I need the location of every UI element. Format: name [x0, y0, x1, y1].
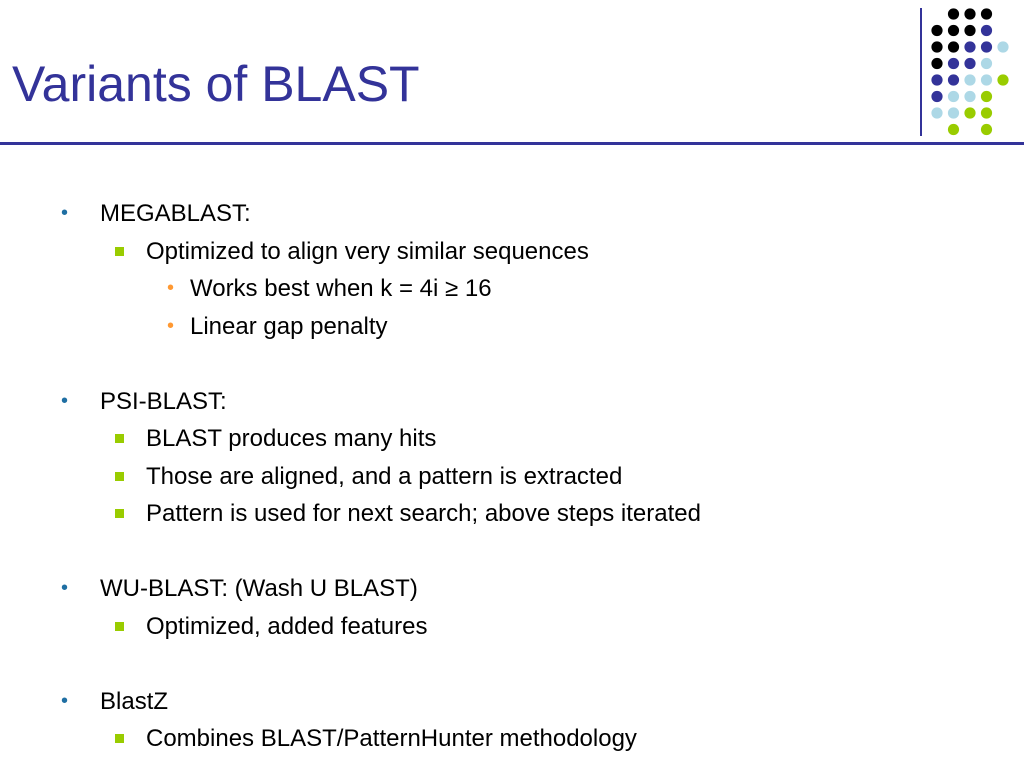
bullet-dot-icon: •	[167, 277, 175, 299]
sub-bullet	[0, 458, 1024, 496]
sub-bullet-label: Combines BLAST/PatternHunter methodology	[146, 725, 637, 752]
dot-grid-graphic	[0, 0, 1024, 150]
sub-bullet-label: Pattern is used for next search; above steps iterated	[146, 500, 701, 527]
decorative-dot	[997, 74, 1008, 85]
square-bullet-icon	[115, 434, 124, 443]
sub-sub-bullet	[0, 270, 1024, 308]
sub-bullet	[0, 495, 1024, 533]
bullet-dot-icon: •	[61, 202, 69, 224]
slide-title: Variants of BLAST	[12, 56, 420, 112]
decorative-dot	[981, 25, 992, 36]
square-bullet-icon	[115, 509, 124, 518]
bullet-psi-blast	[0, 383, 1024, 421]
bullet-label: BlastZ	[100, 687, 169, 715]
decorative-dot	[981, 74, 992, 85]
decorative-dot	[931, 74, 942, 85]
decorative-dot	[981, 41, 992, 52]
decorative-dot	[931, 91, 942, 102]
decorative-dot	[964, 107, 975, 118]
spacer	[0, 533, 1024, 571]
bullet-label: WU-BLAST: (Wash U BLAST)	[100, 575, 418, 602]
bullet-megablast	[0, 195, 1024, 233]
sub-sub-bullet-label: Works best when k = 4i ≥ 16	[190, 275, 492, 302]
sub-bullet-label: Those are aligned, and a pattern is extracted	[146, 462, 623, 490]
decorative-dot	[931, 25, 942, 36]
decorative-dot	[948, 74, 959, 85]
decorative-dot	[948, 58, 959, 69]
decorative-dot	[964, 8, 975, 19]
sub-bullet-label: Optimized to align very similar sequences	[146, 237, 589, 265]
bullet-dot-icon: •	[61, 389, 69, 412]
decorative-dot	[964, 25, 975, 36]
square-bullet-icon	[115, 247, 124, 256]
bullet-blastz	[0, 683, 1024, 721]
sub-bullet	[0, 420, 1024, 458]
decorative-dot	[948, 25, 959, 36]
sub-sub-bullet	[0, 308, 1024, 346]
decorative-dot	[931, 58, 942, 69]
spacer	[0, 645, 1024, 683]
decorative-dot	[981, 58, 992, 69]
decorative-dot	[981, 8, 992, 19]
square-bullet-icon	[115, 622, 124, 631]
square-bullet-icon	[115, 734, 124, 743]
sub-bullet-label: Optimized, added features	[146, 612, 428, 640]
decorative-dot	[964, 41, 975, 52]
decorative-dot	[931, 107, 942, 118]
decorative-dot	[948, 91, 959, 102]
decorative-dot	[931, 41, 942, 52]
sub-bullet-label: BLAST produces many hits	[146, 425, 437, 452]
decorative-dot	[948, 107, 959, 118]
spacer	[0, 345, 1024, 383]
sub-bullet	[0, 233, 1024, 271]
bullet-label: PSI-BLAST:	[100, 387, 227, 415]
decorative-dot	[981, 107, 992, 118]
decorative-dot	[948, 41, 959, 52]
decorative-dot-grid	[0, 0, 1024, 150]
decorative-dot	[997, 41, 1008, 52]
bullet-dot-icon: •	[167, 314, 175, 337]
bullet-label: MEGABLAST:	[100, 200, 251, 227]
decorative-dot	[981, 124, 992, 135]
decorative-dot	[948, 8, 959, 19]
sub-bullet	[0, 720, 1024, 758]
decorative-dot	[964, 74, 975, 85]
bullet-wu-blast	[0, 570, 1024, 608]
sub-sub-bullet-label: Linear gap penalty	[190, 312, 388, 340]
decorative-dot	[948, 124, 959, 135]
decorative-dot	[981, 91, 992, 102]
bullet-dot-icon: •	[61, 577, 69, 599]
decorative-dot	[964, 58, 975, 69]
square-bullet-icon	[115, 472, 124, 481]
decorative-dot	[964, 91, 975, 102]
sub-bullet	[0, 608, 1024, 646]
bullet-dot-icon: •	[61, 689, 69, 712]
bullet-list	[0, 195, 1024, 758]
